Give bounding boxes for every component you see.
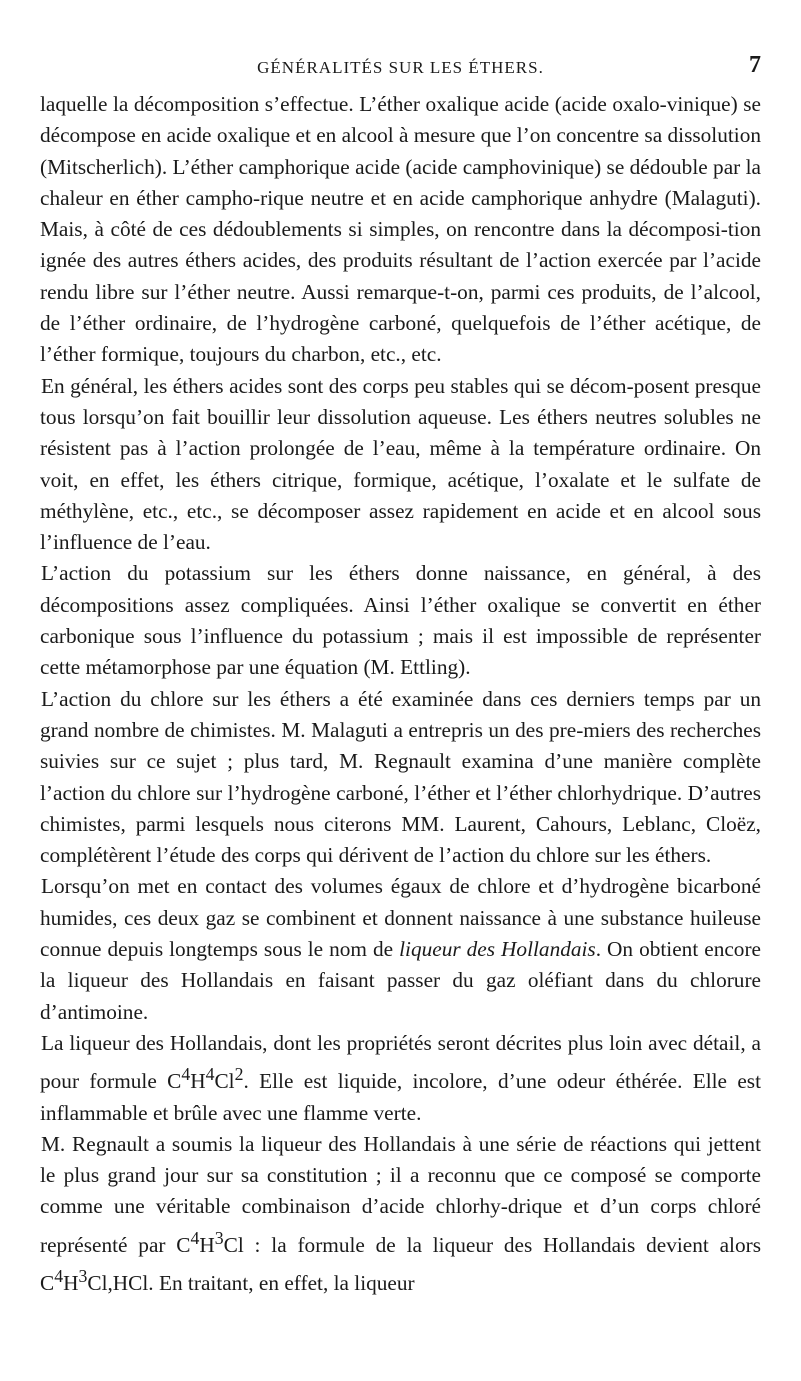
regnault-sup-1: 4 [190,1227,200,1248]
regnault-part-4: H [63,1271,79,1296]
page-header [40,52,761,82]
paragraph-stability: En général, les éthers acides sont des corps peu stables qui se décom-posent presque tous lorsqu’on fait bouillir leur dissolution aqueuse. Les éthers neutres solubles ne résistent pas à l’action prolongée de l’eau, même à la température ordinaire. On voit, en effet, les éthers citrique, formique, acétique, l’oxalate et le sulfate de méthylène, etc., etc., se décomposer assez rapidement en acide et en alcool sous l’influence de l’eau. [40,373,761,555]
formula-text-before: La liqueur des Hollandais, dont les propriétés seront décrites plus loin avec détail, a pour formule C [40,1030,761,1094]
hollandais-text-before: Lorsqu’on met en contact des volumes égaux de chlore et d’hydrogène bicarboné humides, ces deux gaz se combinent et donnent naissance à une substance huileuse connue depuis longtemps sous le nom de [40,874,761,962]
regnault-part-1: M. Regnault a soumis la liqueur des Hollandais à une série de réactions qui jettent le plus grand jour sur sa constitution ; il a reconnu que ce composé se comporte comme une véritable combinaison d’acide chlorhy-drique et d’un corps chloré représenté par C [40,1131,761,1257]
regnault-sup-2: 3 [214,1227,224,1248]
regnault-sup-3: 4 [54,1266,64,1287]
paragraph-potassium: L’action du potassium sur les éthers donne naissance, en général, à des décompositions assez compliquées. Ainsi l’éther oxalique se convertit en éther carbonique sous l’influence du potassium ; mais il est impossible de représenter cette métamorphose par une équation (M. Ettling). [40,561,761,680]
page-number: 7 [749,52,761,78]
running-head: GÉNÉRALITÉS SUR LES ÉTHERS. [257,58,544,77]
formula-sup-3: 2 [234,1064,244,1085]
paragraph-formula [40,1028,761,1129]
regnault-part-3: Cl : la formule de la liqueur des Hollandais devient alors C [40,1232,761,1296]
hollandais-text-after: . On obtient encore la liqueur des Hollandais en faisant passer du gaz oléfiant dans du chlorure d’antimoine. [40,937,761,1024]
formula-sup-2: 4 [205,1064,215,1085]
formula-mid-1: H [190,1069,206,1094]
paragraph-regnault [40,1129,761,1300]
paragraph-chlorine: L’action du chlore sur les éthers a été examinée dans ces derniers temps par un grand nombre de chimistes. M. Malaguti a entrepris un des pre-miers des recherches suivies sur ce sujet ; plus tard, M. Regnault examina d’une manière complète l’action du chlore sur l’hydrogène carboné, l’éther et l’éther chlorhydrique. D’autres chimistes, parmi lesquels nous citerons MM. Laurent, Cahours, Leblanc, Cloëz, complétèrent l’étude des corps qui dérivent de l’action du chlore sur les éthers. [40,686,761,868]
regnault-sup-4: 3 [78,1266,88,1287]
paragraph-decomposition: laquelle la décomposition s’effectue. L’éther oxalique acide (acide oxalo-vinique) se décompose en acide oxalique et en alcool à mesure que l’on concentre sa dissolution (Mitscherlich). L’éther camphorique acide (acide camphovinique) se dédouble par la chaleur en éther campho-rique neutre et en acide camphorique anhydre (Malaguti). Mais, à côté de ces dédoublements si simples, on rencontre dans la décomposi-tion ignée des autres éthers acides, des produits résultant de l’action exercée par l’acide rendu libre sur l’éther neutre. Aussi remarque-t-on, parmi ces produits, de l’alcool, de l’éther ordinaire, de l’hydrogène carboné, quelquefois de l’éther acétique, de l’éther formique, toujours du charbon, etc., etc. [40,92,761,367]
formula-mid-2: Cl [214,1069,235,1094]
formula-text-after: . Elle est liquide, incolore, d’une odeur éthérée. Elle est inflammable et brûle avec une flamme verte. [40,1069,762,1125]
regnault-part-5: Cl,HCl. En traitant, en effet, la liqueur [87,1271,415,1296]
hollandais-italic-term: liqueur des Hollandais [399,937,596,962]
paragraph-hollandais [40,871,761,1027]
regnault-part-2: H [199,1232,215,1257]
body-text [40,89,761,1300]
formula-sup-1: 4 [181,1064,191,1085]
